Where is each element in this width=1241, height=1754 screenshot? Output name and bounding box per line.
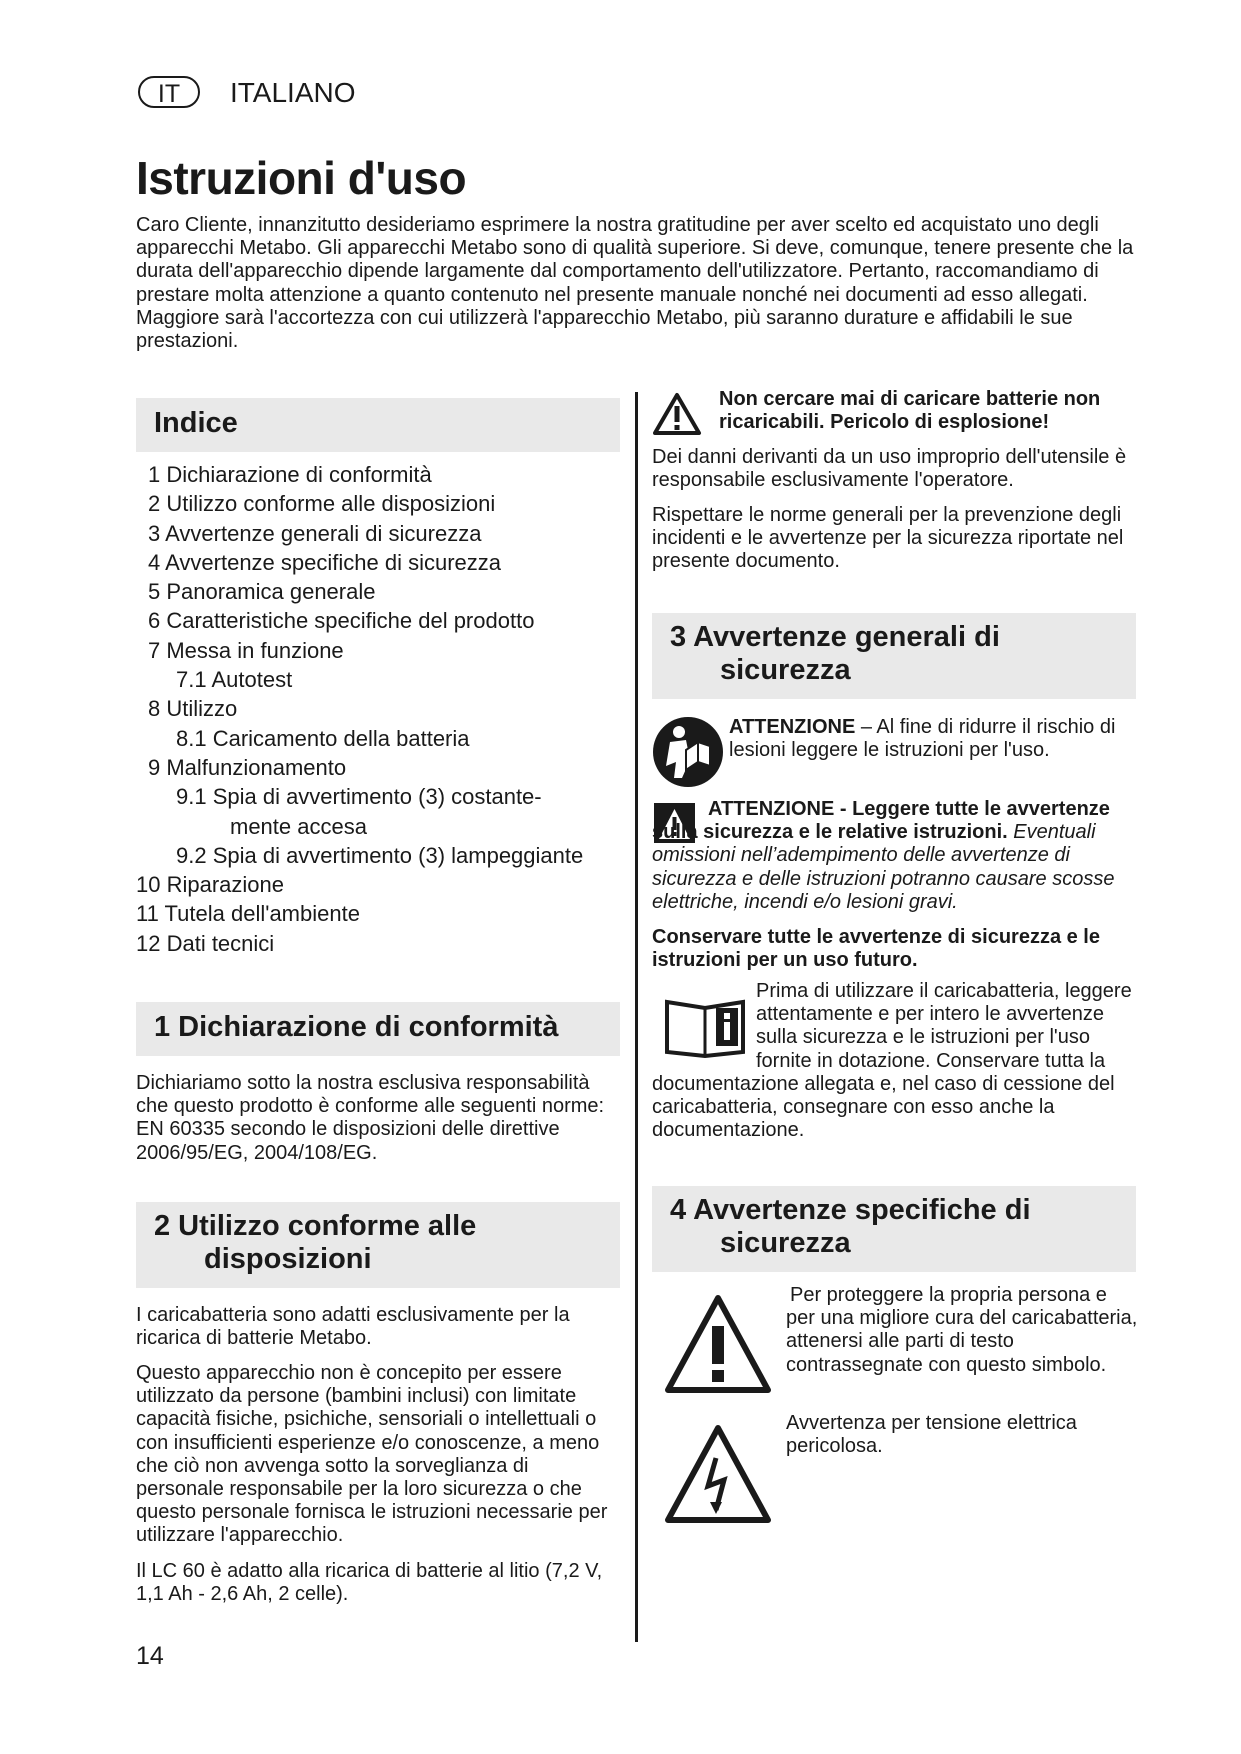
section-2-paragraph-1: I caricabatteria sono adatti esclusivamente per la ricarica di batterie Metabo.	[136, 1304, 570, 1350]
info-text-spacer	[652, 980, 756, 1072]
section-3-heading-line2: sicurezza	[720, 654, 851, 686]
section-3-heading-box	[652, 613, 1136, 699]
section-2-heading-box	[136, 1202, 620, 1288]
attention-read-manual	[729, 716, 1139, 762]
section-2-heading-line2: disposizioni	[204, 1243, 372, 1275]
section-1-heading-box	[136, 1002, 620, 1056]
toc-item[interactable]: 6 Caratteristiche specifiche del prodotto	[148, 608, 535, 634]
toc-item[interactable]: 9 Malfunzionamento	[148, 754, 347, 780]
toc-item[interactable]: 11 Tutela dell'ambiente	[136, 901, 360, 927]
toc-heading: Indice	[154, 407, 238, 439]
warning-triangle-icon	[652, 392, 702, 436]
section-2-heading-line1: 2 Utilizzo conforme alle	[154, 1210, 477, 1242]
toc-item[interactable]: 1 Dichiarazione di conformità	[148, 462, 432, 487]
electric-voltage-icon	[662, 1422, 774, 1526]
attention-read-all-bold: ATTENZIONE - Leggere tutte le avvertenze sulla sicurezza e le relative istruzioni.	[652, 798, 1110, 844]
section-1-heading: 1 Dichiarazione di conformità	[154, 1011, 559, 1043]
section-2-paragraph-3: Il LC 60 è adatto alla ricarica di batterie al litio (7,2 V, 1,1 Ah - 2,6 Ah, 2 celle).	[136, 1560, 603, 1606]
info-text-content: Prima di utilizzare il caricabatteria, leggere attentamente e per intero le avvertenze sulla sicurezza e le istruzioni per l'uso fornite in dotazione. Conservare tutta la documentazione allegata e, nel caso di cessione del caricabatteria, consegnare con esso anche la documentazione.	[652, 980, 1132, 1142]
section-1-text: Dichiariamo sotto la nostra esclusiva responsabilità che questo prodotto è conforme alle seguenti norme: EN 60335 secondo le disposizioni delle direttive 2006/95/EG, 2004/108/EG.	[136, 1072, 605, 1164]
language-name: ITALIANO	[230, 77, 356, 108]
intro-paragraph: Caro Cliente, innanzitutto desideriamo esprimere la nostra gratitudine per aver scelto ed acquistato uno degli apparecchi Metabo. Gli apparecchi Metabo sono di qualità superiore. Si deve, comunque, tenere presente che la durata dell'apparecchio dipende largamente dal comportamento dell'utilizzatore. Pertanto, raccomandiamo di prestare molta attenzione a quanto contenuto nel presente manuale nonché nei documenti ad esso allegati. Maggiore sarà l'accortezza con cui utilizzerà l'apparecchio Metabo, più saranno durature e affidabili le sue prestazioni.	[136, 214, 1134, 353]
page-title: Istruzioni d'uso	[136, 152, 467, 204]
section-4-paragraph-1: Per proteggere la propria persona e per una migliore cura del caricabatteria, attenersi alle parti di testo contrassegnate con questo simbolo.	[786, 1284, 1138, 1376]
section-4-heading-line1: 4 Avvertenze specifiche di	[670, 1194, 1031, 1226]
toc-item[interactable]	[136, 782, 636, 841]
toc-item-text: 9.1 Spia di avvertimento (3) costante-	[176, 784, 542, 810]
toc-item[interactable]: 4 Avvertenze specifiche di sicurezza	[148, 549, 501, 575]
right-paragraph-1: Dei danni derivanti da un uso improprio dell'utensile è responsabile esclusivamente l'operatore.	[652, 446, 1127, 492]
toc-item[interactable]: 9.2 Spia di avvertimento (3) lampeggiante	[176, 842, 584, 868]
read-manual-icon	[652, 716, 724, 788]
language-badge: IT	[138, 76, 200, 108]
toc-item[interactable]: 8 Utilizzo	[148, 696, 238, 722]
toc-heading-box	[136, 398, 620, 452]
section-2-paragraph-2: Questo apparecchio non è concepito per essere utilizzato da persone (bambini inclusi) con limitate capacità fisiche, psichiche, sensoriali o intellettuali o con insufficienti esperienze e/o conoscenze, a meno che ciò non avvenga sotto la sorveglianza di personale responsabile per la loro sicurezza o che questo personale fornisca le istruzioni necessarie per utilizzare l'apparecchio.	[136, 1362, 608, 1547]
toc-item[interactable]: 7.1 Autotest	[176, 667, 293, 693]
table-of-contents	[136, 460, 636, 958]
keep-instructions-text: Conservare tutte le avvertenze di sicurezza e le istruzioni per un uso futuro.	[652, 926, 1100, 972]
battery-warning-text: Non cercare mai di caricare batterie non ricaricabili. Pericolo di esplosione!	[719, 388, 1101, 434]
section-4-heading-line2: sicurezza	[720, 1227, 851, 1259]
toc-item-text-wrap: mente accesa	[230, 813, 367, 839]
right-paragraph-2: Rispettare le norme generali per la prevenzione degli incidenti e le avvertenze per la sicurezza riportate nel presente documento.	[652, 504, 1124, 573]
toc-item[interactable]: 12 Dati tecnici	[136, 930, 275, 956]
attention-read-all-warnings	[652, 798, 1138, 914]
attention-read-all-italic: Eventuali omissioni nell’adempimento delle avvertenze di sicurezza e delle istruzioni potranno causare scosse elettriche, incendi e/o lesioni gravi.	[652, 821, 1115, 913]
page-number: 14	[136, 1642, 164, 1670]
toc-item[interactable]: 5 Panoramica generale	[148, 579, 376, 605]
toc-item[interactable]: 10 Riparazione	[136, 872, 284, 898]
attention-label: ATTENZIONE	[729, 716, 856, 738]
toc-item[interactable]: 2 Utilizzo conforme alle disposizioni	[148, 491, 496, 517]
toc-item[interactable]: 8.1 Caricamento della batteria	[176, 725, 470, 751]
section-3-heading-line1: 3 Avvertenze generali di	[670, 621, 1000, 653]
attention-text: – Al fine di ridurre il rischio di lesioni leggere le istruzioni per l'uso.	[729, 716, 1116, 762]
toc-item[interactable]: 7 Messa in funzione	[148, 637, 344, 663]
info-text	[652, 980, 1138, 1142]
section-4-heading-box	[652, 1186, 1136, 1272]
general-warning-icon	[662, 1292, 774, 1396]
toc-item[interactable]: 3 Avvertenze generali di sicurezza	[148, 520, 482, 546]
section-4-paragraph-2: Avvertenza per tensione elettrica pericolosa.	[786, 1412, 1077, 1458]
